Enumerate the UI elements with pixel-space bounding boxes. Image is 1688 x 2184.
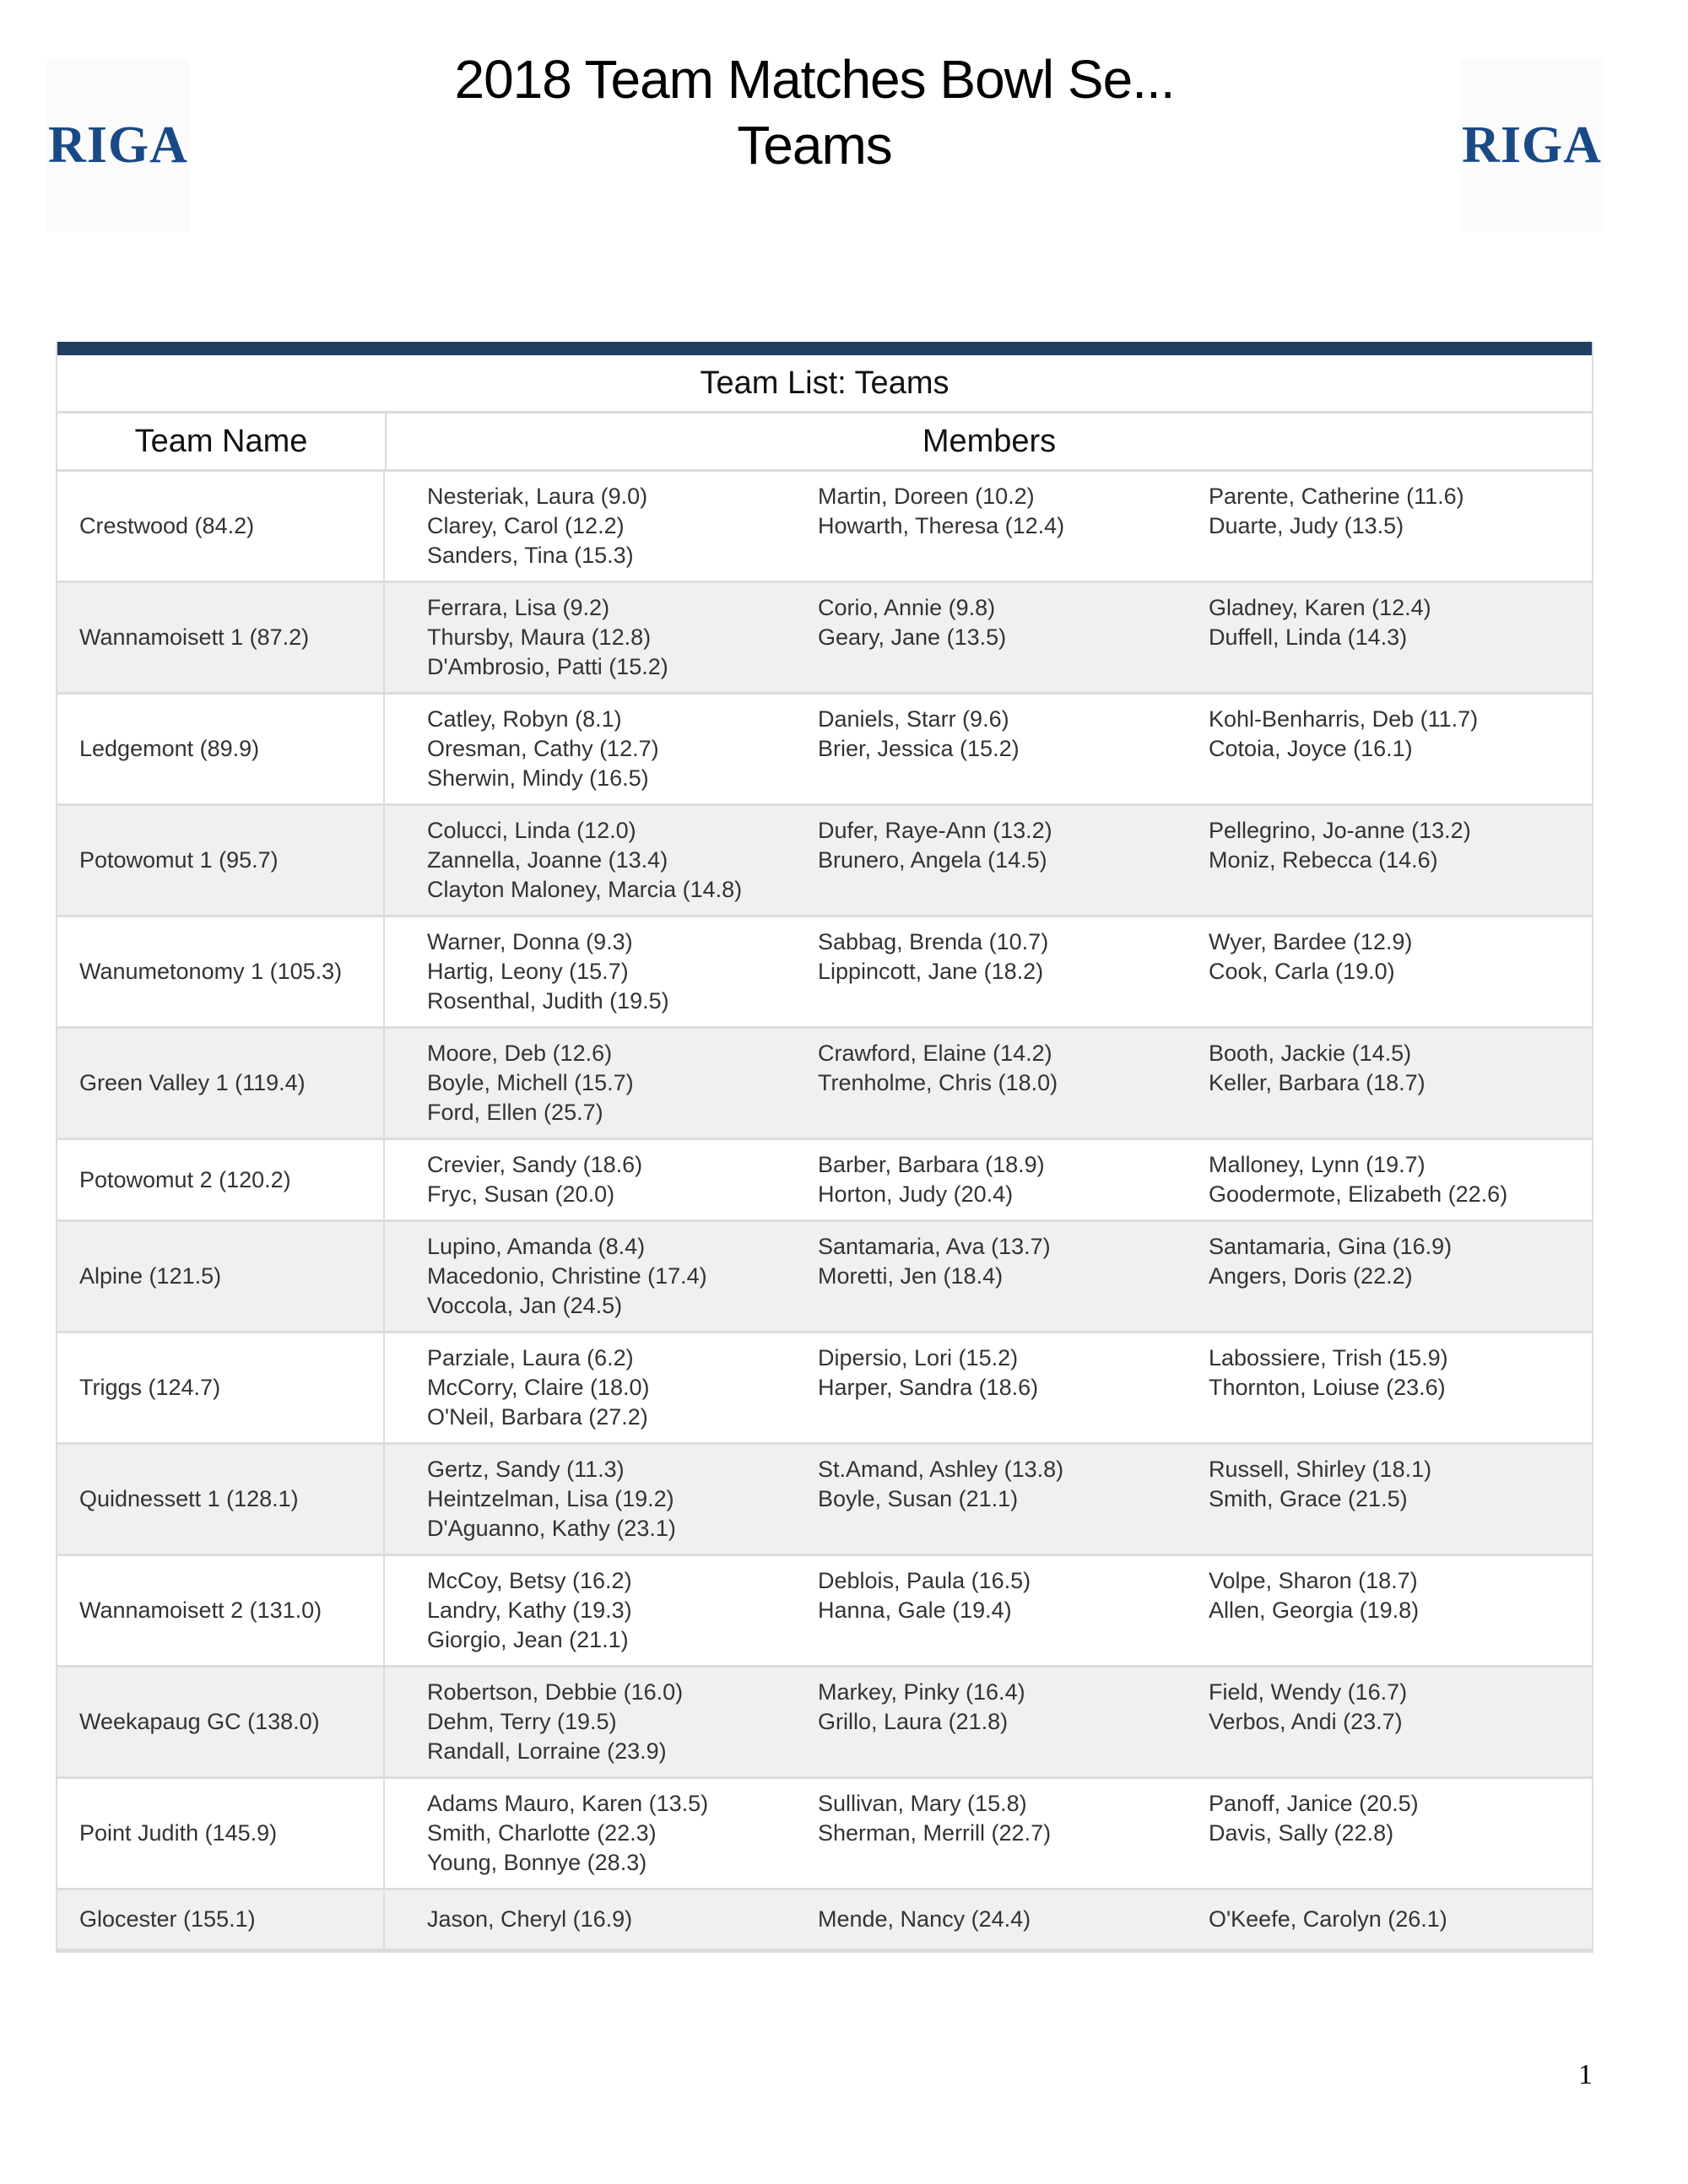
members-cell [385, 917, 1592, 1026]
member-entry: Brier, Jessica (15.2) [818, 736, 1020, 761]
member-entry: Russell, Shirley (18.1) [1209, 1457, 1432, 1482]
member-entry: D'Ambrosio, Patti (15.2) [427, 654, 668, 679]
members-cell [385, 1029, 1592, 1138]
member-entry: Cook, Carla (19.0) [1209, 959, 1395, 984]
member-entry: Moore, Deb (12.6) [427, 1041, 613, 1066]
table-header-row [57, 414, 1592, 472]
table-row [57, 806, 1592, 917]
table-header-band [57, 342, 1592, 355]
team-name-cell: Alpine (121.5) [57, 1222, 385, 1331]
member-entry: Labossiere, Trish (15.9) [1209, 1345, 1448, 1370]
member-entry: Duffell, Linda (14.3) [1209, 624, 1408, 650]
member-entry: O'Neil, Barbara (27.2) [427, 1404, 648, 1430]
member-entry: Grillo, Laura (21.8) [818, 1709, 1009, 1734]
table-row [57, 1222, 1592, 1333]
member-entry: Parziale, Laura (6.2) [427, 1345, 634, 1370]
members-cell [385, 695, 1592, 803]
page-title [338, 46, 1291, 178]
member-entry: Verbos, Andi (23.7) [1209, 1709, 1403, 1734]
member-entry: Ford, Ellen (25.7) [427, 1100, 603, 1125]
team-name-cell: Point Judith (145.9) [57, 1779, 385, 1888]
page-number: 1 [1578, 2059, 1593, 2090]
member-entry: Fryc, Susan (20.0) [427, 1181, 615, 1207]
member-entry: Booth, Jackie (14.5) [1209, 1041, 1412, 1066]
member-entry: O'Keefe, Carolyn (26.1) [1209, 1906, 1447, 1932]
table-row [57, 1890, 1592, 1951]
member-entry: Gladney, Karen (12.4) [1209, 595, 1431, 620]
team-name-cell: Green Valley 1 (119.4) [57, 1029, 385, 1138]
table-row [57, 583, 1592, 695]
team-name-cell: Glocester (155.1) [57, 1890, 385, 1949]
member-entry: Oresman, Cathy (12.7) [427, 736, 659, 761]
members-cell [385, 1333, 1592, 1442]
member-entry: Ferrara, Lisa (9.2) [427, 595, 610, 620]
riga-logo-left [46, 59, 190, 232]
member-entry: Crevier, Sandy (18.6) [427, 1152, 643, 1177]
team-name-cell: Crestwood (84.2) [57, 472, 385, 581]
table-row [57, 1445, 1592, 1556]
logo-text: RIGA [48, 116, 188, 174]
member-entry: Keller, Barbara (18.7) [1209, 1070, 1426, 1095]
member-entry: Catley, Robyn (8.1) [427, 706, 622, 732]
member-entry: Clayton Maloney, Marcia (14.8) [427, 877, 743, 902]
member-entry: St.Amand, Ashley (13.8) [818, 1457, 1064, 1482]
team-name-cell: Potowomut 2 (120.2) [57, 1140, 385, 1219]
member-entry: Giorgio, Jean (21.1) [427, 1627, 629, 1652]
member-entry: Crawford, Elaine (14.2) [818, 1041, 1052, 1066]
member-entry: Sullivan, Mary (15.8) [818, 1791, 1027, 1816]
member-entry: Angers, Doris (22.2) [1209, 1263, 1413, 1289]
member-entry: Panoff, Janice (20.5) [1209, 1791, 1419, 1816]
member-entry: Sabbag, Brenda (10.7) [818, 929, 1049, 954]
member-entry: Howarth, Theresa (12.4) [818, 513, 1065, 538]
member-entry: Adams Mauro, Karen (13.5) [427, 1791, 709, 1816]
member-entry: Colucci, Linda (12.0) [427, 818, 636, 843]
team-name-cell: Wanumetonomy 1 (105.3) [57, 917, 385, 1026]
column-header-team-name: Team Name [57, 414, 387, 469]
members-cell [385, 1890, 1592, 1949]
member-entry: Martin, Doreen (10.2) [818, 484, 1035, 509]
table-row [57, 695, 1592, 806]
members-cell [385, 1556, 1592, 1665]
member-entry: Sanders, Tina (15.3) [427, 543, 634, 568]
member-entry: Pellegrino, Jo-anne (13.2) [1209, 818, 1471, 843]
member-entry: Warner, Donna (9.3) [427, 929, 633, 954]
member-entry: Thursby, Maura (12.8) [427, 624, 652, 650]
member-entry: Geary, Jane (13.5) [818, 624, 1007, 650]
member-entry: Lippincott, Jane (18.2) [818, 959, 1044, 984]
member-entry: Robertson, Debbie (16.0) [427, 1679, 684, 1705]
member-entry: Moniz, Rebecca (14.6) [1209, 847, 1438, 873]
logo-text: RIGA [1462, 116, 1602, 174]
member-entry: Markey, Pinky (16.4) [818, 1679, 1025, 1705]
member-entry: McCoy, Betsy (16.2) [427, 1568, 632, 1593]
member-entry: Thornton, Loiuse (23.6) [1209, 1375, 1446, 1400]
riga-logo-right [1460, 59, 1604, 232]
member-entry: Boyle, Susan (21.1) [818, 1486, 1019, 1511]
member-entry: Jason, Cheryl (16.9) [427, 1906, 633, 1932]
team-list-table [56, 342, 1593, 1953]
table-row [57, 1140, 1592, 1222]
table-row [57, 1556, 1592, 1668]
members-cell [385, 1779, 1592, 1888]
member-entry: Nesteriak, Laura (9.0) [427, 484, 648, 509]
member-entry: Allen, Georgia (19.8) [1209, 1597, 1420, 1623]
member-entry: Hartig, Leony (15.7) [427, 959, 629, 984]
team-name-cell: Quidnessett 1 (128.1) [57, 1445, 385, 1554]
member-entry: Zannella, Joanne (13.4) [427, 847, 668, 873]
members-cell [385, 1222, 1592, 1331]
table-row [57, 1029, 1592, 1140]
members-cell [385, 472, 1592, 581]
member-entry: Randall, Lorraine (23.9) [427, 1738, 667, 1764]
member-entry: Young, Bonnye (28.3) [427, 1850, 647, 1875]
member-entry: Macedonio, Christine (17.4) [427, 1263, 707, 1289]
member-entry: Smith, Charlotte (22.3) [427, 1820, 657, 1846]
member-entry: Brunero, Angela (14.5) [818, 847, 1047, 873]
table-body [57, 472, 1592, 1951]
table-row [57, 1333, 1592, 1445]
member-entry: Volpe, Sharon (18.7) [1209, 1568, 1418, 1593]
member-entry: Lupino, Amanda (8.4) [427, 1234, 646, 1259]
member-entry: Landry, Kathy (19.3) [427, 1597, 632, 1623]
member-entry: Corio, Annie (9.8) [818, 595, 996, 620]
title-line-2: Teams [737, 115, 892, 176]
member-entry: Horton, Judy (20.4) [818, 1181, 1014, 1207]
member-entry: Trenholme, Chris (18.0) [818, 1070, 1058, 1095]
table-row [57, 1779, 1592, 1890]
member-entry: Harper, Sandra (18.6) [818, 1375, 1039, 1400]
member-entry: Voccola, Jan (24.5) [427, 1293, 623, 1318]
member-entry: Heintzelman, Lisa (19.2) [427, 1486, 674, 1511]
member-entry: D'Aguanno, Kathy (23.1) [427, 1516, 676, 1541]
member-entry: Clarey, Carol (12.2) [427, 513, 625, 538]
member-entry: Dipersio, Lori (15.2) [818, 1345, 1019, 1370]
team-name-cell: Wannamoisett 1 (87.2) [57, 583, 385, 692]
member-entry: Gertz, Sandy (11.3) [427, 1457, 625, 1482]
member-entry: Mende, Nancy (24.4) [818, 1906, 1031, 1932]
member-entry: McCorry, Claire (18.0) [427, 1375, 650, 1400]
title-line-1: 2018 Team Matches Bowl Se... [454, 49, 1175, 110]
member-entry: Cotoia, Joyce (16.1) [1209, 736, 1413, 761]
table-row [57, 917, 1592, 1029]
member-entry: Santamaria, Ava (13.7) [818, 1234, 1051, 1259]
member-entry: Dufer, Raye-Ann (13.2) [818, 818, 1052, 843]
member-entry: Sherman, Merrill (22.7) [818, 1820, 1052, 1846]
members-cell [385, 1140, 1592, 1219]
member-entry: Santamaria, Gina (16.9) [1209, 1234, 1453, 1259]
members-cell [385, 806, 1592, 915]
member-entry: Daniels, Starr (9.6) [818, 706, 1009, 732]
member-entry: Goodermote, Elizabeth (22.6) [1209, 1181, 1508, 1207]
member-entry: Dehm, Terry (19.5) [427, 1709, 617, 1734]
member-entry: Hanna, Gale (19.4) [818, 1597, 1012, 1623]
member-entry: Duarte, Judy (13.5) [1209, 513, 1404, 538]
table-row [57, 1668, 1592, 1779]
member-entry: Kohl-Benharris, Deb (11.7) [1209, 706, 1479, 732]
member-entry: Wyer, Bardee (12.9) [1209, 929, 1413, 954]
column-header-members: Members [922, 423, 1057, 459]
member-entry: Malloney, Lynn (19.7) [1209, 1152, 1426, 1177]
table-caption: Team List: Teams [57, 355, 1592, 414]
members-cell [385, 1445, 1592, 1554]
member-entry: Parente, Catherine (11.6) [1209, 484, 1464, 509]
table-row [57, 472, 1592, 583]
member-entry: Smith, Grace (21.5) [1209, 1486, 1408, 1511]
team-name-cell: Weekapaug GC (138.0) [57, 1668, 385, 1776]
members-cell [385, 1668, 1592, 1776]
member-entry: Boyle, Michell (15.7) [427, 1070, 634, 1095]
member-entry: Deblois, Paula (16.5) [818, 1568, 1031, 1593]
member-entry: Field, Wendy (16.7) [1209, 1679, 1408, 1705]
team-name-cell: Wannamoisett 2 (131.0) [57, 1556, 385, 1665]
member-entry: Sherwin, Mindy (16.5) [427, 765, 649, 791]
team-name-cell: Ledgemont (89.9) [57, 695, 385, 803]
members-cell [385, 583, 1592, 692]
team-name-cell: Triggs (124.7) [57, 1333, 385, 1442]
member-entry: Rosenthal, Judith (19.5) [427, 988, 669, 1014]
member-entry: Moretti, Jen (18.4) [818, 1263, 1004, 1289]
member-entry: Barber, Barbara (18.9) [818, 1152, 1045, 1177]
team-name-cell: Potowomut 1 (95.7) [57, 806, 385, 915]
member-entry: Davis, Sally (22.8) [1209, 1820, 1394, 1846]
